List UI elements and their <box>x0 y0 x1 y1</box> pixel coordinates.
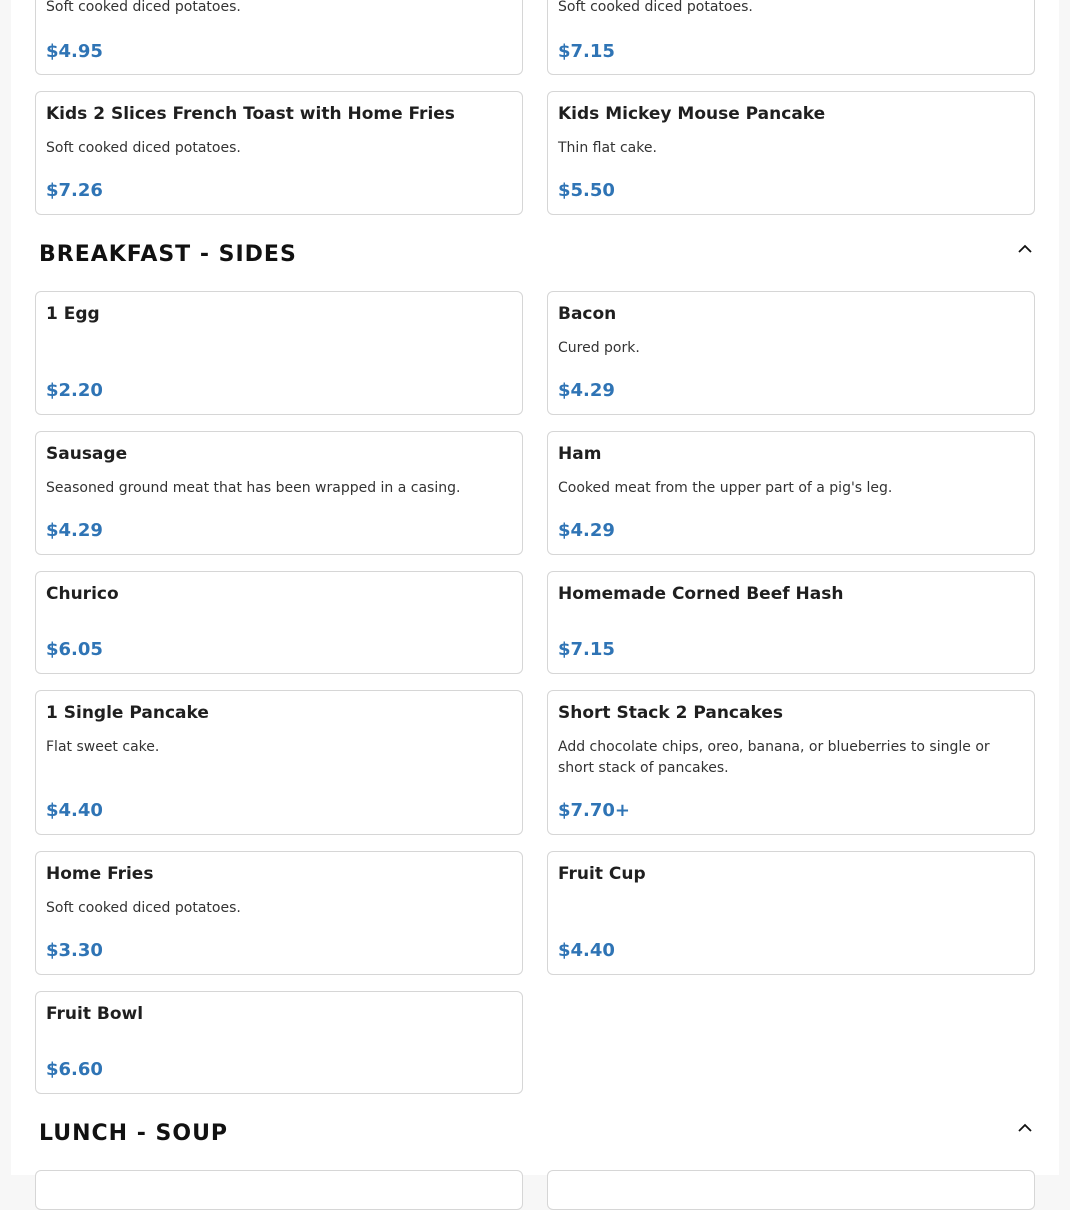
menu-item-card[interactable] <box>547 690 1035 835</box>
menu-item-description: Add chocolate chips, oreo, banana, or blueberries to single or short stack of pancakes. <box>558 739 990 776</box>
menu-item-name: Churico <box>46 584 119 604</box>
chevron-up-icon[interactable] <box>1017 241 1033 257</box>
menu-item-name: Homemade Corned Beef Hash <box>558 584 844 604</box>
menu-item-name: Fruit Bowl <box>46 1004 144 1024</box>
section-title-breakfast-sides: BREAKFAST - SIDES <box>39 242 297 267</box>
menu-item-name: Sausage <box>46 444 128 464</box>
menu-item-description: Cured pork. <box>558 340 640 356</box>
menu-item-description: Flat sweet cake. <box>46 739 160 755</box>
menu-item-card[interactable] <box>35 0 523 75</box>
menu-item-price: $6.05 <box>46 639 103 660</box>
menu-item-card[interactable] <box>547 851 1035 975</box>
section-title-lunch-soup: LUNCH - SOUP <box>39 1121 229 1146</box>
menu-item-price: $5.50 <box>558 180 615 201</box>
menu-item-card[interactable] <box>547 571 1035 674</box>
menu-item-description: Cooked meat from the upper part of a pig's leg. <box>558 480 893 496</box>
menu-item-description: Soft cooked diced potatoes. <box>46 140 241 156</box>
menu-item-card[interactable] <box>547 1170 1035 1210</box>
menu-item-description: Soft cooked diced potatoes. <box>558 0 753 15</box>
menu-item-card[interactable] <box>547 431 1035 555</box>
menu-item-price: $7.26 <box>46 180 103 201</box>
menu-item-card[interactable] <box>35 991 523 1094</box>
menu-item-name: Home Fries <box>46 864 154 884</box>
menu-item-card[interactable] <box>35 690 523 835</box>
menu-item-name: Fruit Cup <box>558 864 646 884</box>
menu-item-price: $3.30 <box>46 940 103 961</box>
menu-item-card[interactable] <box>547 91 1035 215</box>
menu-item-price: $4.95 <box>46 41 103 62</box>
menu-item-price: $4.29 <box>558 520 615 541</box>
menu-item-name: 1 Egg <box>46 304 100 324</box>
menu-page <box>11 0 1059 1175</box>
menu-item-name: Bacon <box>558 304 617 324</box>
menu-item-description: Thin flat cake. <box>558 140 657 156</box>
menu-item-card[interactable] <box>35 1170 523 1210</box>
menu-item-price: $7.15 <box>558 639 615 660</box>
menu-item-price: $6.60 <box>46 1059 103 1080</box>
menu-item-name: Ham <box>558 444 602 464</box>
menu-item-description: Seasoned ground meat that has been wrapped in a casing. <box>46 480 461 496</box>
menu-item-description: Soft cooked diced potatoes. <box>46 0 241 15</box>
menu-item-price: $4.29 <box>558 380 615 401</box>
menu-item-name: 1 Single Pancake <box>46 703 209 723</box>
menu-item-card[interactable] <box>547 0 1035 75</box>
menu-item-price: $7.70+ <box>558 800 631 821</box>
menu-item-card[interactable] <box>547 291 1035 415</box>
menu-item-price: $4.29 <box>46 520 103 541</box>
menu-item-card[interactable] <box>35 851 523 975</box>
menu-item-name: Kids Mickey Mouse Pancake <box>558 104 826 124</box>
menu-item-price: $2.20 <box>46 380 103 401</box>
menu-item-card[interactable] <box>35 91 523 215</box>
menu-item-price: $4.40 <box>46 800 103 821</box>
menu-item-name: Kids 2 Slices French Toast with Home Fries <box>46 104 455 124</box>
menu-item-card[interactable] <box>35 291 523 415</box>
menu-item-name: Short Stack 2 Pancakes <box>558 703 783 723</box>
menu-item-price: $4.40 <box>558 940 615 961</box>
menu-item-description: Soft cooked diced potatoes. <box>46 900 241 916</box>
chevron-up-icon[interactable] <box>1017 1120 1033 1136</box>
menu-item-price: $7.15 <box>558 41 615 62</box>
menu-item-card[interactable] <box>35 431 523 555</box>
menu-item-card[interactable] <box>35 571 523 674</box>
